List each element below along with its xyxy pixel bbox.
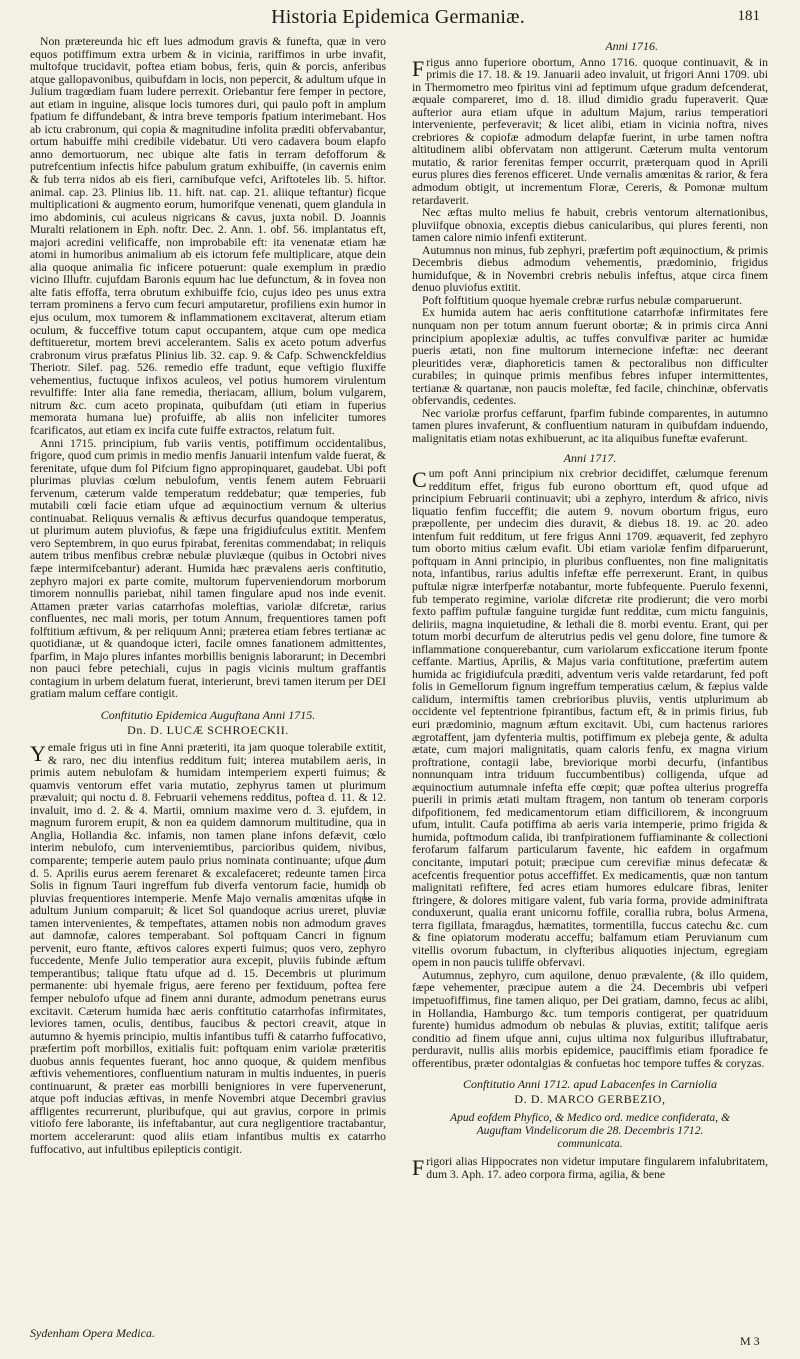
paragraph-anni-1715: Anni 1715. principium, fub variis ventis, potiffimum occidentalibus, frigore, quod cum primis in medio menfis Januarii intenfum valde fuerat, & ferenitate, ufque dum fol Pifcium figno appropinquaret, gaudebat. Ubi poft plurimas pluvias cœlum nebulofum, ventis fenem autem Februarii fervenum, cæterum valde temperatum reddebatur; quæ temperies, fub mutabili cœli facie etiam ufque ad æquinoctium vernum & ulterius continuabat. Reliquus vernalis & æftivus decurfus quandoque temperatus, ut plurimum autem pluviofus, & fæpe una frigidiufculus extitit. Menfem vero Septembrem, in quo eurus fpirabat, ferenitas commendabat; in reliquis autem tribus menfibus crebræ nebulæ pluviæque (quibus in Octobri nives fæpe intermifcebantur) aderant. Humida hæc prævalens aeris conftitutio, zephyro majori ex parte comite, multorum fuperveniendorum morborum timorem nonnullis pariebat, nihil tamen fingulare apud nos inde evenit. Attamen præter varias catarrhofas moleftias, variolæ difcretæ, rarius confluentes, nec mali moris, per totum Annum, frequentiores tamen poft folftitium æftivum, & per reliquum Anni; præterea etiam febres tertianæ ac quotidianæ, ut & quandoque icteri, facile omnes fanationem admittentes, fparfim, in Majo plures infantes morbillis benignis laborarunt; in Decembri non pauci febre petechiali, cujus in pagis vicinis multum graffantis contagium in urbem delatum fuerat, interierunt, brevi tamen iterum per DEI gratiam malum ceffare contigit. bbox=[30, 436, 386, 701]
section-subtitle-line-1: Apud eofdem Phyfico, & Medico ord. medice confiderata, & bbox=[450, 1111, 730, 1125]
paragraph-frigori-alias: Frigori alias Hippocrates non videtur imputare fingularem infalubritatem, dum 3. Aph. 17. adeo corpora firma, agilia, & bene bbox=[412, 1155, 768, 1181]
paragraph-solstitium: Poft folftitium quoque hyemale crebræ rurfus nebulæ comparuerunt. bbox=[422, 293, 743, 307]
paragraph-variolae: Nec variolæ prorfus ceffarunt, fparfim fubinde comparentes, in autumno tamen plures invaferunt, & confluentium naturam in quibufdam induendo, malignitatis etiam notas exhibuerunt, ac ita aliquibus funeftæ evaferunt. bbox=[412, 406, 768, 445]
page-number: 181 bbox=[737, 8, 760, 24]
paragraph-autumnus: Autumnus non minus, fub zephyri, præfertim poft æquinoctium, & primis Decembris diebus admodum vehementis, prædominio, frigidus humidufque, & in Novembri crebris nebulis infeftus, atque circa finem denuo pluviofus extitit. bbox=[412, 243, 768, 295]
footer-signature-mark: M 3 bbox=[740, 1334, 760, 1348]
paragraph-aestas: Nec æftas multo melius fe habuit, crebris ventorum alternationibus, pluviifque obnoxia, exceptis diebus canicularibus, qui plures ferenti, non tamen calore nimio infenfi extiterunt. bbox=[412, 206, 768, 245]
paragraph-catarrhosae: Ex humida autem hac aeris conftitutione catarrhofæ infirmitates fere nunquam non per totum annum fuerunt obortæ; & in primis circa Anni principium apoplexiæ adultis, ac tuffes convulfivæ pariter ac humidæ pueris ætati, non fine multorum internecione infeftæ: nec deerant pleuritides veræ, diaphoreticis tamen & pectoralibus non difficulter curabiles; in quinque primis menfibus febres infuper intermittentes, tertianæ & quartanæ, non paucis moleftæ, fed facile, chinchinæ, obfervatis obfervandis, cedentes. bbox=[412, 306, 768, 408]
paragraph-anni-1717: Cum poft Anni principium nix crebrior decidiffet, cælumque ferenum redditum effet, frigus fub eurono oborttum eft, quod ufque ad principium Februarii continuavit; ubi a zephyro, interdum & africo, nivis liquatio fenfim fucceffit; die autem 9. novum obortum frigus, euro præpollente, per undecim dies duravit, & diebus 18. 19. ac 20. adeo intenfum fuit redditum, ut fere frigus Anni 1709. æquaverit, fed zephyro tum oborto mitius cælum evafit. Ubi etiam variolæ fenfim difparuerunt, poftquam in Anni principio, in pluribus confluentes, non fine malignitatis nota, infantibus, rarius adultis infeftæ effe perrexerunt. Erant, in quibus puftulæ nigræ interfperfæ notabantur, morte fubfequente. Puerulo fexenni, fub temperato regimine, variolæ difcretæ rite prodierunt; die vero morbi fexto paffim puftulæ fanguine turgidæ funt redditæ, cum mictu fanguinis, deliriis, magna inquietudine, & lethali die 8. morbi eventu. Erant, qui per totum morbi decurfum de alterutrius pedis vel genu dolore, fine tumore & inflammatione conquerebantur, cum variolarum exficcatione iterum fponte ceffante. Martius, Aprilis, & Majus varia conftitutione, præfertim autem humida ac frigidiufcula præditi, adventum veris valde retardarunt, fed poft folis in Gemellorum fignum ingreffum temperatius cælum, & fæpius valde calidum, intermiftis tamen crebrioribus pluviis, ventis utplurimum ab occidente vel feptentrione fpirantibus, factum eft, & in primis firius, fub euri prædominio, magnum æftum excitavit. Ubi, cum hactenus rariores ægrotaffent, jam dyfenteria multis, potiffimum ex plebeja gente, & adulta ætate, cum majori malignitatis, quam caloris fenfu, ex magna virium proftratione, contagii labe, breviorique morbi decurfu, (infantibus nonnunquam intra triduum fuccumbentibus) colligenda, ufque ad æquinoctium autumnale infefta effe cœpit; quæ poftea ulterius progreffa puerili in primis ætati multam ftragem, non tantum ob teneram corporis difpofitionem, fed medicamentorum etiam difficiliorem, & incongruum ufum, intulit. Caufa potiffima ab aeris varia intemperie, primo frigida & humida, poftmodum calida, ibi tranfpirationem fuffiaminante & collectioni ferofarum falfarum particularum favente, hic eafdem in orgafmum concitante, imputari potuit; præcipue cum cerevifiæ minus defecatæ & acefcentis frequentior potus acceffiffet. Ex medicamentis, quæ non tantum malignitati refiftere, fed acres etiam humores edulcare fibras, leniter ftringere, & dolores mitigare valent, fub varia forma, provide adminiftrata conduxerunt, qualia erant unicornu foffile, corallia rubra, bolus Armena, terra figillata, fmaragdus, hæmatites, tormentilla, fuccus catechu &c. cum & fine opiatorum moderatu acceffu; balfamum etiam Peruvianum cum vitellis ovorum fubactum, in clyfteribus aliquoties injectum, egregiam opem in non paucis tuliffe obfervavi. bbox=[412, 467, 768, 970]
section-subtitle-line-2: Auguftam Vindelicorum die 28. Decembris 1712. bbox=[476, 1124, 704, 1138]
left-column bbox=[30, 36, 386, 1304]
running-title: Historia Epidemica Germaniæ. bbox=[271, 6, 525, 28]
section-author-schroeckii: Dn. D. LUCÆ SCHROECKII. bbox=[127, 722, 289, 737]
section-heading-constitutio-1712: Conftitutio Anni 1712. apud Labacenfes in Carniolia bbox=[462, 1077, 718, 1092]
footer-catchword-left: Sydenham Opera Medica. bbox=[30, 1326, 155, 1340]
paragraph-lues-equorum: Non prætereunda hic eft lues admodum gravis & funefta, quæ in vero equos potiffimum extra urbem & in vicinia, rariffimos in urbe invafit, multofque trucidavit, poftea etiam bobus, feris, quin & porcis, anferibus atque gallopavonibus, quibufdam in locis, non pepercit, & adultum ufque in Julium tragœdiam fuam ludere perrexit. Oriebantur fere femper in pectore, aut etiam in inguine, alisque locis tumores duri, qui paulo poft in amplum fpatium fe diffundebant, & intra breve temporis fpatium interimebant. Hos ab ictu crabronum, qui copia & magnitudine infolita præditi obfervabantur, ortum habuiffe mihi credibile videbatur. Uti vero cadavera boum elapfo anno demortuorum, nec ubique alte fatis in terram defofforum & putrefcentium infectis hifce pabulum gratum exhibuiffe, (in cavernis enim & fub terra nidos ab eis fieri, carnibufque vefci, Ariftoteles lib. 5. hiftor. animal. cap. 23. Plinius lib. 11. hift. nat. cap. 21. aliique teftantur) ficque multiplicationi & augmento eorum, humorifque venenati, quem glandula in imo abdominis, cui aculeus nigricans & cavus, juxta nobil. D. Joannis Muralti relationem in Eph. noftr. Dec. 2. Ann. 1. obf. 56. implantatus eft, majori acredini velificaffe, non improbabile eft: ita venenatæ etiam hæ atomi in humoribus animalium ab eis ictorum fefe multiplicare, atque dein alia quoque animalia fic inficere potuerunt: quale exemplum in prædio vicino Illuftr. cujufdam Baronis equum hac lue defunctum, & in fovea non alte fatis effoffa, terra obrutum exhibuiffe fcio, cujus ideo pes unus extra terram prominens a fervo cum fecuri amputaretur, profiliens exin humor in ejus oculum, mox tumorem & inflammationem excitaverat, alterum etiam oculum, & fucceffive totum caput occupantem, atque cum ope medica deftitueretur, mortem brevi accelerantem. Salis ex aceto potum adverfus crabronum virus præfatus Plinius lib. 32. cap. 9. & Cafp. Schwenckfeldius Theriotr. Silef. pag. 526. remedio effe tradunt, eque veftigio fluxiffe vehementius, fuctuque infixos aculeos, vel potius humorem virulentum revulfiffe: Inter alia fane remedia, theriacam, allium, bolum vulgarem, nitrum &c. cum aceto propinata, quibufdam (uti etiam in fuperius memorata humana lue) profuiffe, ab aliis non infeliciter tumores fcarificatos, aut etiam ex incifa cute fuiffe extractos, relatum fuit. bbox=[30, 36, 386, 437]
paragraph-frigus-1716: Frigus anno fuperiore obortum, Anno 1716. quoque continuavit, & in primis die 17. 18. & 19. Januarii adeo invaluit, ut frigori Anni 1709. ubi in Thermometro meo fpiritus vini ad feptimum ufque gradum defcenderat, æquale compareret, imo d. 18. illud dimidio gradu fuperaverit. Quæ aufterior aura etiam ufque in adultum Majum, rarius temperatiori interveniente, perfeveravit; & licet alibi, etiam in vicinia noftra, nives crebriores & copiofæ admodum delapfæ fuerint, in urbe tamen noftra altitudinem alibi obfervatam non attigerunt. Cæterum multa ventorum mutatio, & rarior ferenitas femper occurrit, præterquam quod in Aprili eurus plures dies ferenos efficeret. Unde vernalis amœnitas & rarior, & fera admodum obtigit, ut incrementum Floræ, Cereris, & Pomonæ multum retardaverit. bbox=[412, 55, 768, 207]
year-heading-1717: Anni 1717. bbox=[563, 450, 617, 465]
page-header bbox=[0, 6, 800, 30]
right-column bbox=[412, 36, 768, 1304]
paragraph-hyemale-frigus: Yemale frigus uti in fine Anni præteriti, ita jam quoque tolerabile extitit, & raro, nec diu intenfius redditum fuit; interea mutabilem aeris, in primis autem nebulofam & humidam intemperiem experti fuimus; & quamvis ventorum effet varia mutatio, zephyrus tamen ut plurimum prævaluit; qui noctu d. 8. Februarii vehemens redditus, poftea d. 11. & 12. invaluit, imo d. 2. & 4. Martii, omnium maxime vero d. 3. ejufdem, in magnum furorem erupit, & non ea quidem damnorum multitudine, qua in Anglia, Hollandia &c. infamis, non tamen plane infons defævit, cœlo interim nebulofo, cum interveniemtibus, parcioribus quidem, nivibus, comparente; temperie autem paulo prius nominata continuante; ufque dum d. 5. Aprilis eurus aerem ferenaret & excalefaceret; redeunte tamen circa Solis in fignum Tauri ingreffum fub diverfa ventorum facie, humida ob pluvias frequentiores intemperie. Menfe Majo vernalis amœnitas ufque in adultum Junium comparuit; & licet Sol quandoque acrius ureret, pluviæ tamen intervenientes, & tempeftates, attamen nobis non admodum graves aut damnofæ, calores temperabant. Sol poftquam Cancri in fignum pervenit, euro ftante, æftivos calores experti fuimus; quos vero, zephyro fuccedente, Menfe Julio temperatior aura excepit, pluviis fubinde æftum temperantibus; talique ftatu ufque ad d. 15. Decembris ut plurimum permanente: ubi hyemale frigus, aere fereno per fextiduum, poftea fere femper nebulofo ufque ad finem anni durante, admodum penetrans eurus excitavit. Cæterum humida hæc aeris conftitutio catarrhofas infirmitates, leviores tamen, oculis, dentibus, faucibus & pectori creavit, atque in autumno & hyemis principio, multis infantibus tuffi & catarrho fuffocativo, præfertim poft morbillos, exitialis fuit: poftquam enim variolæ præteritis duobus annis fequentes fuerant, hoc anno quoque, & quidem menfibus æftivis vehementiores, confluentium naturam in multis induentes, in pueris continuarunt, & præter eas morbilli benigniores in vere fupervenerunt, atque poft inducias æftivas, in menfe Novembri atque Decembri gravius affligentes recurrerunt, pluribufque, qui aut gravius, corpore in primis vitiofo fere laborante, iis infeftabantur, aut cura negligentiore tractabantur, mortem accelerarunt: quod aliis etiam infantibus multis ex catarrho fuffocativo, aut infultibus epilepticis contigit. bbox=[30, 741, 386, 1156]
section-subtitle-line-3: communicata. bbox=[557, 1137, 623, 1151]
section-heading-constitutio-1715: Conftitutio Epidemica Auguftana Anni 1715. bbox=[100, 707, 316, 722]
section-author-gerbezio: D. D. MARCO GERBEZIO, bbox=[514, 1091, 666, 1106]
margin-bracket-mark bbox=[364, 862, 373, 900]
paragraph-autumnus-zephyro: Autumnus, zephyro, cum aquilone, denuo prævalente, (& illo quidem, fæpe vehementer, præcipue autem a die 24. Decembris ubi vefperi impetuofiffimus, fine tamen aliquo, per Dei gratiam, damno, fecus ac alibi, in Hollandia, Hamburgo &c. tum temporis contigerat, per quatriduum furente) humidus admodum ob nebulas & pluvias, extitit; talifque aeris conditio ad finem ufque anni, cujus ultima nox fulguribus illuftrabatur, perduravit, nullis aliis morbis epidemice, pauciffimis etiam fporadice fe offerentibus, præter odontalgias & confuetas hoc tempore tuffes & coryzas. bbox=[412, 968, 768, 1070]
year-heading-1716: Anni 1716. bbox=[605, 39, 658, 53]
